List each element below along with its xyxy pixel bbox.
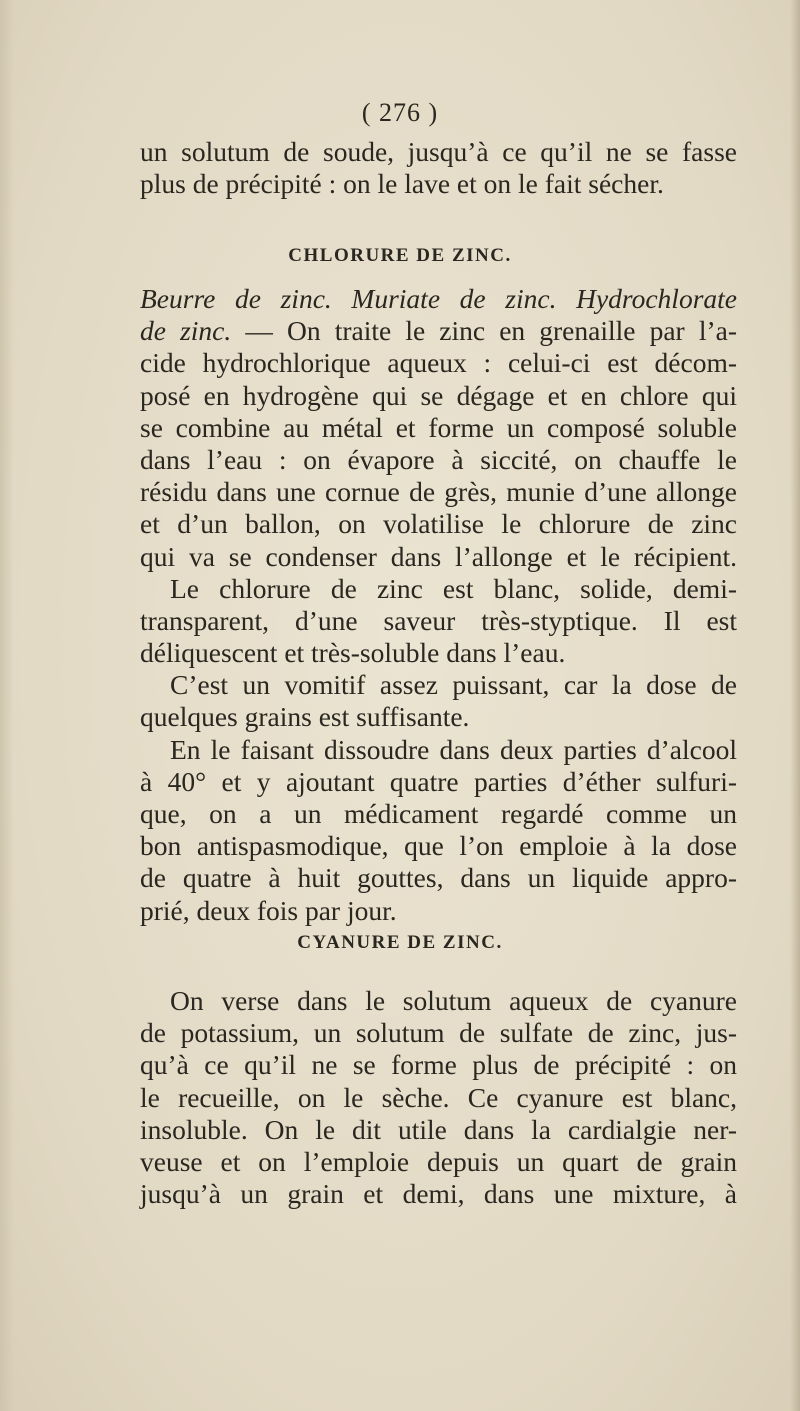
text-line: veuse et on l’emploie depuis un quart de grain	[140, 1145, 737, 1177]
text-run: — On traite le zinc en grenaille par l’a-	[231, 315, 737, 347]
text-line: cide hydrochlorique aqueux : celui-ci est décom-	[140, 347, 737, 379]
text-line: plus de précipité : on le lave et on le fait sécher.	[140, 168, 664, 200]
text-line: que, on a un médicament regardé comme un	[140, 798, 737, 829]
text-line: à 40° et y ajoutant quatre parties d’éther sulfuri-	[140, 765, 737, 797]
page-number: ( 276 )	[361, 98, 439, 127]
paragraph-continuation	[140, 136, 737, 200]
text-line: qu’à ce qu’il ne se forme plus de précipité : on	[140, 1049, 737, 1081]
text-line: En le faisant dissoudre dans deux parties d’alcool	[170, 733, 737, 765]
synonym-italic: de zinc.	[140, 315, 232, 347]
text-line: le recueille, on le sèche. Ce cyanure est blanc,	[140, 1081, 737, 1113]
text-line: de potassium, un solutum de sulfate de zinc, jus-	[140, 1017, 737, 1049]
text-line: bon antispasmodique, que l’on emploie à la dose	[140, 830, 737, 862]
page-edge-shadow	[790, 0, 800, 1411]
text-line: transparent, d’une saveur très-styptique. Il est	[140, 604, 737, 636]
text-line: résidu dans une cornue de grès, munie d’une allonge	[140, 476, 737, 508]
page-gutter-shadow	[0, 0, 14, 1411]
section-zinc-chloride	[140, 283, 737, 927]
text-line: quelques grains est suffisante.	[140, 701, 470, 733]
text-line: prié, deux fois par jour.	[140, 894, 397, 926]
text-line: insoluble. On le dit utile dans la cardialgie ner-	[140, 1113, 737, 1145]
text-line: déliquescent et très-soluble dans l’eau.	[140, 637, 566, 669]
text-line: dans l’eau : on évapore à siccité, on chauffe le	[140, 443, 737, 475]
section-zinc-cyanide	[140, 985, 737, 1210]
text-line: posé en hydrogène qui se dégage et en chlore qui	[140, 379, 737, 411]
text-line: On verse dans le solutum aqueux de cyanure	[170, 985, 737, 1016]
text-line: de quatre à huit gouttes, dans un liquide appro-	[140, 862, 737, 894]
text-line: Le chlorure de zinc est blanc, solide, demi-	[170, 572, 737, 604]
text-line: C’est un vomitif assez puissant, car la dose de	[170, 669, 737, 701]
synonyms-line: Beurre de zinc. Muriate de zinc. Hydrochlorate	[140, 283, 737, 314]
text-line: se combine au métal et forme un composé soluble	[140, 411, 737, 443]
section-heading-zinc-cyanide: CYANURE DE ZINC.	[297, 932, 503, 953]
text-line: un solutum de soude, jusqu’à ce qu’il ne se fasse	[140, 136, 737, 167]
text-line	[140, 315, 737, 347]
section-heading-zinc-chloride: CHLORURE DE ZINC.	[288, 245, 512, 266]
text-line: qui va se condenser dans l’allonge et le récipient.	[140, 540, 737, 572]
text-line: et d’un ballon, on volatilise le chlorure de zinc	[140, 508, 737, 540]
text-line: jusqu’à un grain et demi, dans une mixture, à	[140, 1178, 737, 1210]
